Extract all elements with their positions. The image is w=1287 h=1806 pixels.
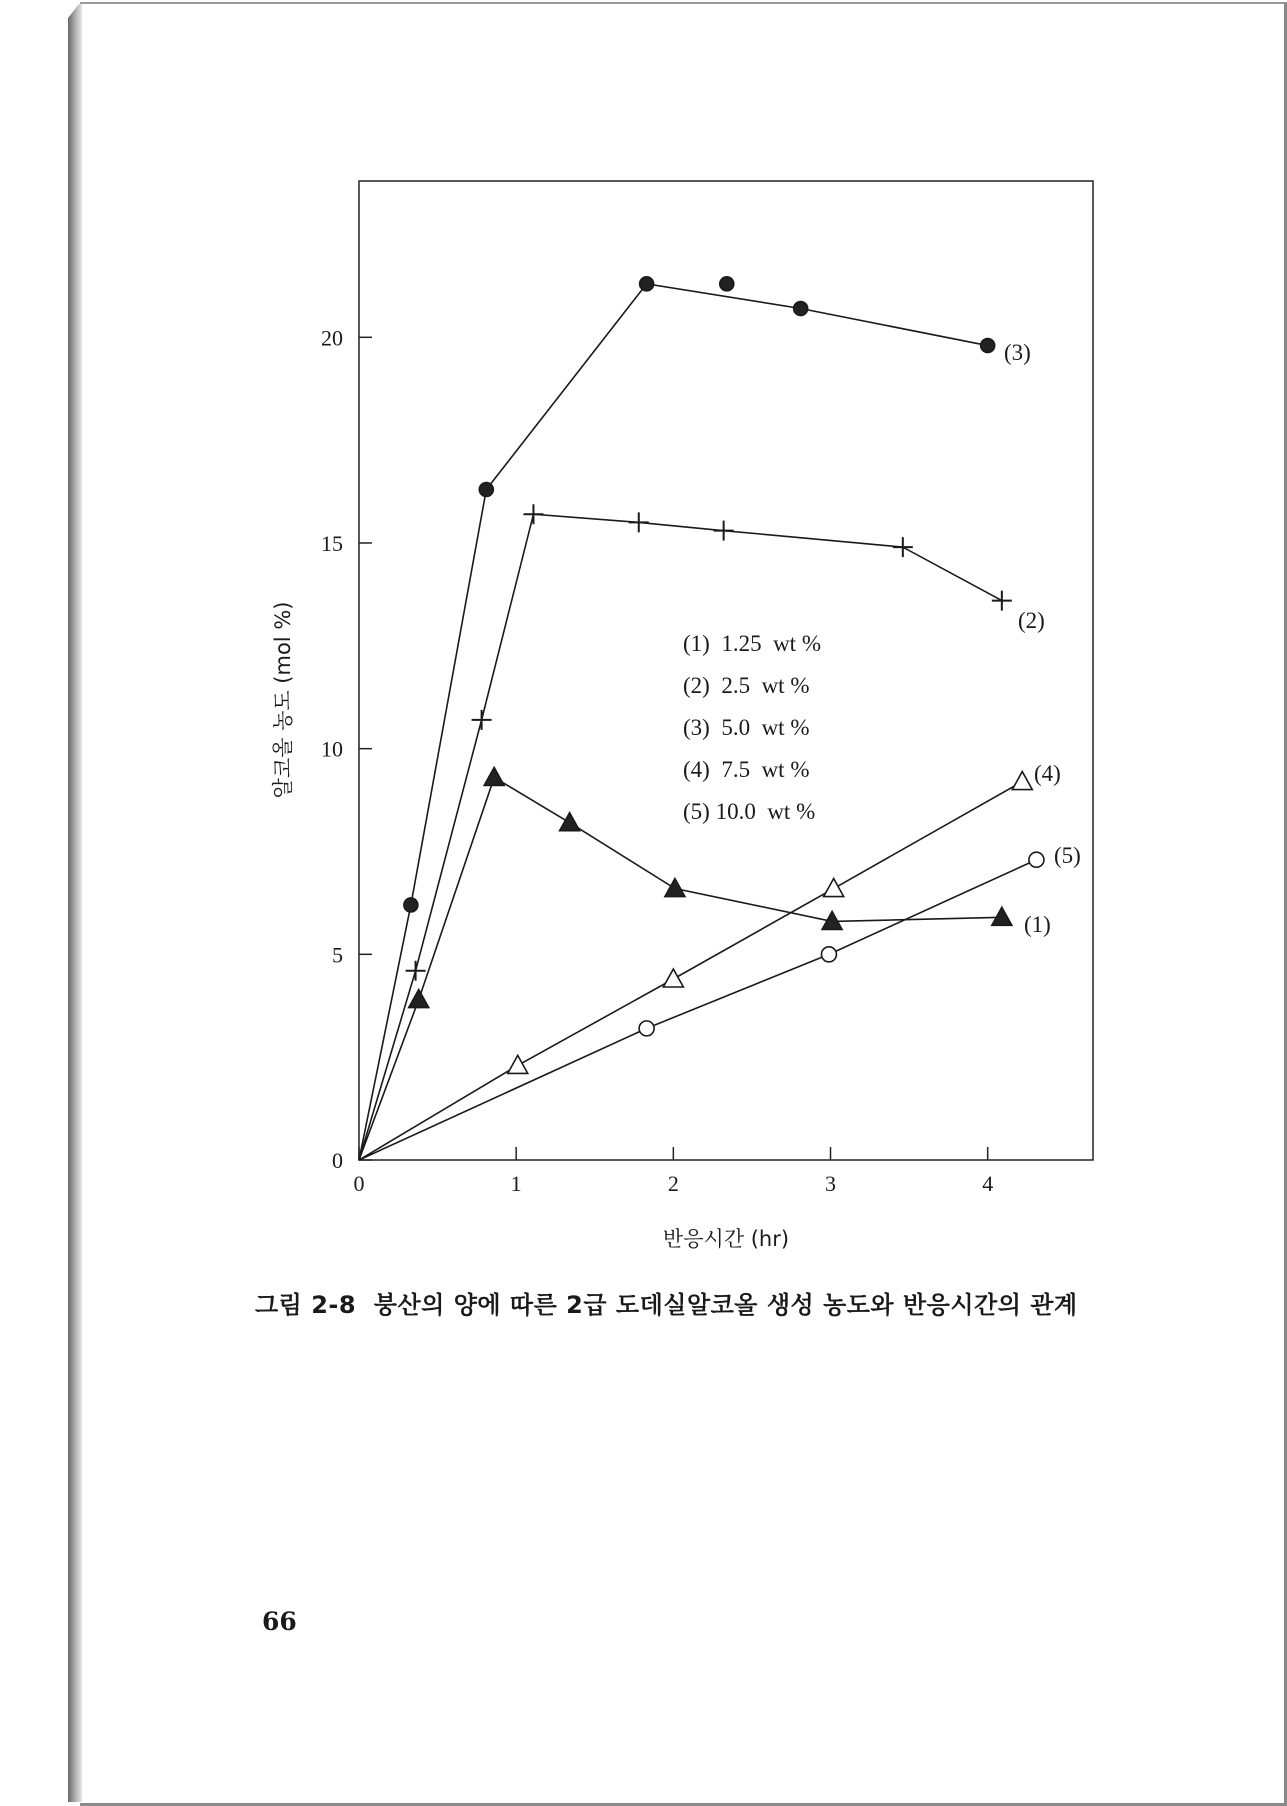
- series-label-4: (4): [1034, 761, 1061, 786]
- data-point-1-6: [992, 907, 1012, 925]
- x-tick-label: 0: [353, 1171, 365, 1196]
- data-point-2-4: [629, 512, 649, 532]
- data-point-2-5: [714, 521, 734, 541]
- series-label-5: (5): [1054, 843, 1081, 868]
- data-point-3-u0: [720, 277, 734, 291]
- data-point-3-3: [640, 277, 654, 291]
- series-label-1: (1): [1024, 912, 1051, 937]
- y-tick-label: 5: [332, 942, 343, 968]
- y-tick-label: 15: [321, 530, 343, 556]
- legend-entry-3: (3) 5.0 wt %: [683, 715, 810, 740]
- data-point-1-3: [560, 813, 580, 831]
- data-point-4-2: [663, 969, 683, 987]
- x-axis-title: 반응시간 (hr): [662, 1227, 790, 1251]
- figure-caption: 그림 2-8 붕산의 양에 따른 2급 도데실알코올 생성 농도와 반응시간의 관계: [255, 1291, 1078, 1319]
- page-number: 66: [262, 1607, 297, 1636]
- data-point-4-4: [1012, 772, 1032, 790]
- data-point-1-2: [484, 767, 504, 785]
- series-line-4: [359, 782, 1022, 1160]
- data-point-4-1: [508, 1055, 528, 1073]
- legend-entry-1: (1) 1.25 wt %: [683, 631, 821, 656]
- data-point-1-1: [409, 990, 429, 1008]
- legend-entry-2: (2) 2.5 wt %: [683, 673, 810, 698]
- legend-entry-4: (4) 7.5 wt %: [683, 757, 810, 782]
- data-point-5-2: [821, 947, 836, 962]
- y-tick-label: 10: [321, 736, 343, 762]
- data-point-2-2: [472, 710, 492, 730]
- data-point-3-2: [479, 483, 493, 497]
- data-point-3-4: [794, 302, 808, 316]
- axis-ticks: [321, 325, 993, 1196]
- data-point-5-1: [639, 1021, 654, 1036]
- data-point-5-3: [1029, 852, 1044, 867]
- y-tick-label: 0: [332, 1148, 343, 1173]
- data-point-1-4: [665, 879, 685, 897]
- series-line-3: [359, 284, 988, 1160]
- x-tick-label: 1: [510, 1171, 522, 1196]
- series-labels: [1004, 340, 1081, 937]
- x-tick-label: 4: [982, 1171, 994, 1196]
- data-point-2-6: [893, 537, 913, 557]
- data-point-2-1: [406, 961, 426, 981]
- y-axis-title: 알코올 농도 (mol %): [271, 601, 295, 799]
- series-line-5: [359, 860, 1036, 1160]
- series-line-2: [359, 514, 1002, 1160]
- plot-frame: [359, 181, 1093, 1160]
- data-point-2-3: [523, 504, 543, 524]
- data-point-3-1: [404, 898, 418, 912]
- series-label-3: (3): [1004, 340, 1031, 365]
- data-point-4-3: [824, 879, 844, 897]
- legend: [683, 631, 821, 824]
- y-tick-label: 20: [321, 325, 343, 351]
- x-tick-label: 3: [825, 1171, 837, 1196]
- data-point-2-7: [992, 591, 1012, 611]
- legend-entry-5: (5) 10.0 wt %: [683, 799, 816, 824]
- data-point-3-5: [981, 339, 995, 353]
- series-label-2: (2): [1018, 608, 1045, 633]
- x-tick-label: 2: [667, 1171, 679, 1196]
